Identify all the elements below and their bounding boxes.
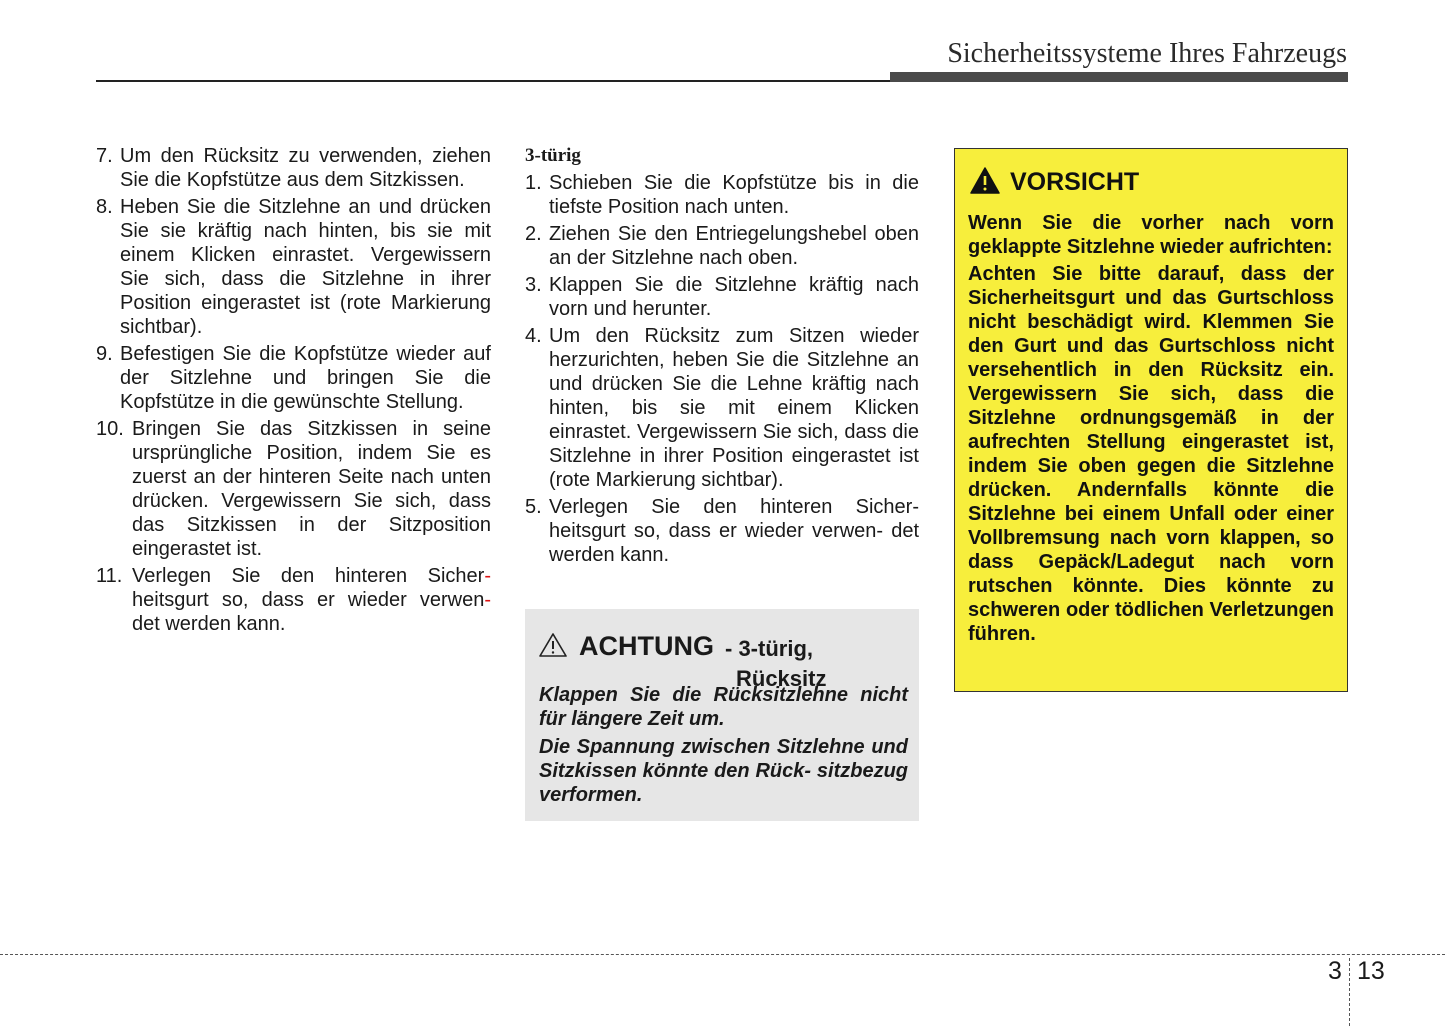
warning-title: VORSICHT [1010, 168, 1140, 196]
caution-paragraph: Klappen Sie die Rücksitzlehne nicht für längere Zeit um. [539, 684, 908, 730]
step-text-part: heitsgurt so, dass er wieder verwen [132, 589, 485, 611]
list-item [525, 273, 919, 321]
step-text-line [132, 564, 491, 588]
step-text-line [132, 588, 491, 612]
step-text: Ziehen Sie den Entriegelungshebel oben an der Sitzlehne nach oben. [549, 223, 919, 269]
list-item [96, 144, 491, 192]
step-text: Schieben Sie die Kopfstütze bis in die tiefste Position nach unten. [549, 172, 919, 218]
list-item [96, 417, 491, 561]
page-number: 13 [1357, 957, 1385, 985]
step-number: 4. [525, 325, 542, 347]
step-number: 1. [525, 172, 542, 194]
middle-column [525, 144, 919, 570]
step-text: Verlegen Sie den hinteren Sicher- heitsgurt so, dass er wieder verwen- det werden kann. [549, 496, 919, 566]
step-number: 3. [525, 274, 542, 296]
step-number: 8. [96, 196, 113, 218]
step-text: Befestigen Sie die Kopfstütze wieder auf der Sitzlehne und bringen Sie die Kopfstütze in die gewünschte Stellung. [120, 343, 491, 413]
hyphen-mark: - [484, 565, 491, 587]
caution-subtitle [725, 634, 826, 694]
chapter-number: 3 [1328, 957, 1342, 985]
caution-paragraph: Die Spannung zwischen Sitzlehne und Sitzkissen könnte den Rück- sitzbezug verformen. [539, 736, 908, 806]
step-number: 7. [96, 145, 113, 167]
caution-header [539, 621, 908, 691]
warning-box [954, 148, 1348, 692]
list-item [525, 222, 919, 270]
step-number: 11. [96, 565, 123, 587]
warning-paragraph: Wenn Sie die vorher nach vorn geklappte Sitzlehne wieder aufrichten: [968, 212, 1334, 258]
header-rule-thin [96, 80, 890, 82]
step-text: Klappen Sie die Sitzlehne kräftig nach vorn und herunter. [549, 274, 919, 320]
caution-box [525, 609, 919, 821]
chapter-title: Sicherheitssysteme Ihres Fahrzeugs [947, 38, 1347, 69]
step-number: 2. [525, 223, 542, 245]
section-heading: 3-türig [525, 145, 581, 166]
step-text-part: Verlegen Sie den hinteren Sicher [132, 565, 485, 587]
caution-subtitle-line2: Rücksitz [736, 666, 827, 691]
caution-title: ACHTUNG [579, 631, 714, 661]
list-item [525, 495, 919, 567]
page-number-separator [1349, 958, 1350, 1026]
footer-rule [0, 954, 1445, 955]
warning-triangle-filled-icon [970, 167, 1000, 194]
list-item [96, 342, 491, 414]
steps-list-left [96, 144, 491, 414]
step-text: Um den Rücksitz zu verwenden, ziehen Sie die Kopfstütze aus dem Sitzkissen. [120, 145, 491, 191]
hyphen-mark: - [484, 589, 491, 611]
step-text: Bringen Sie das Sitzkissen in seine ursprüngliche Position, indem Sie es zuerst an der hinteren Seite nach unten drücken. Vergewissern Sie sich, dass das Sitzkissen in der Sitzposition eingerastet ist. [132, 418, 491, 560]
warning-header [968, 163, 1334, 211]
list-item [525, 324, 919, 492]
step-number: 10. [96, 418, 124, 440]
warning-paragraph: Achten Sie bitte darauf, dass der Sicherheitsgurt und das Gurtschloss nicht beschädigt wird. Klemmen Sie den Gurt und das Gurtschloss nicht versehentlich in den Rücksitz ein. Vergewissern Sie sich, dass die Sitzlehne ordnungsgemäß in der aufrechten Stellung eingerastet ist, indem Sie oben gegen die Sitzlehne drücken. Andernfalls könnte die Sitzlehne bei einem Unfall oder einer Vollbremsung nach vorn klappen, so dass Gepäck/Ladegut nach vorn rutschen könnte. Dies könnte zu schweren oder tödlichen Verletzungen führen. [968, 263, 1334, 645]
step-number: 5. [525, 496, 542, 518]
steps-list-left-2 [96, 417, 491, 636]
warning-triangle-outline-icon [539, 633, 567, 657]
list-item [96, 564, 491, 636]
step-text: Um den Rücksitz zum Sitzen wieder herzurichten, heben Sie die Sitzlehne an und drücken Sie die Lehne kräftig nach hinten, bis sie mit einem Klicken einrastet. Vergewissern Sie sich, dass die Sitzlehne in ihrer Position eingerastet ist (rote Markierung sichtbar). [549, 325, 919, 491]
step-number: 9. [96, 343, 113, 365]
step-text: Heben Sie die Sitzlehne an und drücken Sie sie kräftig nach hinten, bis sie mit einem Klicken einrastet. Vergewissern Sie sich, dass die Sitzlehne in ihrer Position eingerastet ist (rote Markierung sichtbar). [120, 196, 491, 338]
steps-list-middle [525, 171, 919, 567]
list-item [525, 171, 919, 219]
caution-subtitle-line1: - 3-türig, [725, 636, 813, 661]
step-text-line: det werden kann. [132, 613, 286, 635]
list-item [96, 195, 491, 339]
header-rule-thick [890, 72, 1348, 82]
left-column [96, 144, 491, 639]
